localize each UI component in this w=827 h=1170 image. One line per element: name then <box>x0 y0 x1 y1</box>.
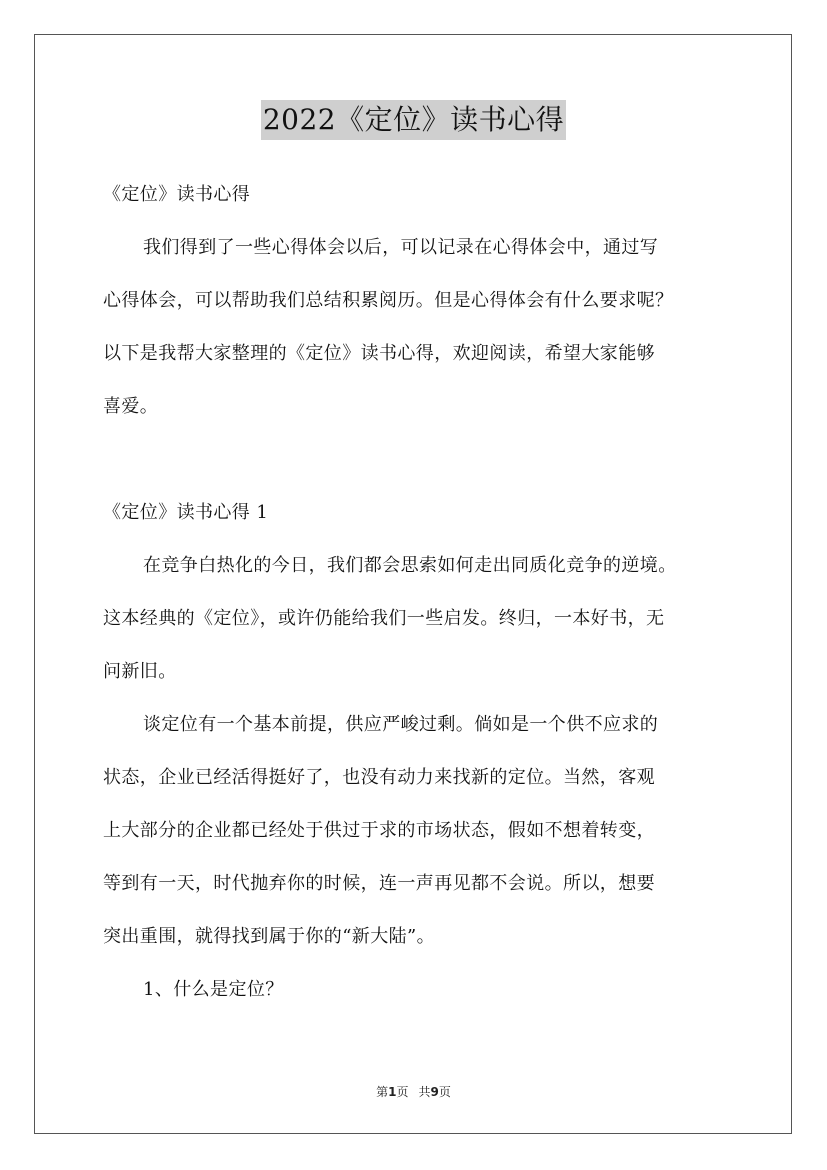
paragraph-line: 这本经典的《定位》，或许仍能给我们一些启发。终归，一本好书，无 <box>103 608 665 629</box>
page-footer <box>0 1083 827 1100</box>
footer-total-pages: 9 <box>430 1085 439 1099</box>
footer-page-number: 1 <box>388 1085 397 1099</box>
paragraph-line: 心得体会，可以帮助我们总结积累阅历。但是心得体会有什么要求呢？ <box>103 290 674 311</box>
footer-page-prefix: 第 <box>376 1085 389 1099</box>
paragraph-line: 在竞争白热化的今日，我们都会思索如何走出同质化竞争的逆境。 <box>143 555 677 576</box>
list-item-heading: 1、什么是定位？ <box>143 979 284 1000</box>
paragraph-line: 以下是我帮大家整理的《定位》读书心得，欢迎阅读，希望大家能够 <box>103 343 655 364</box>
paragraph-line: 状态，企业已经活得挺好了，也没有动力来找新的定位。当然，客观 <box>103 767 655 788</box>
blank-line <box>103 433 723 486</box>
paragraph-line: 等到有一天，时代抛弃你的时候，连一声再见都不会说。所以，想要 <box>103 873 655 894</box>
footer-page-suffix: 页 <box>396 1085 409 1099</box>
paragraph-line: 谈定位有一个基本前提，供应严峻过剩。倘如是一个供不应求的 <box>143 714 659 735</box>
footer-total-prefix: 共 <box>418 1085 431 1099</box>
paragraph-line: 上大部分的企业都已经处于供过于求的市场状态，假如不想着转变， <box>103 820 655 841</box>
paragraph-line: 突出重围，就得找到属于你的“新大陆”。 <box>103 926 436 947</box>
section-heading: 《定位》读书心得 1 <box>103 502 269 523</box>
paragraph-line: 我们得到了一些心得体会以后，可以记录在心得体会中，通过写 <box>143 237 659 258</box>
document-body <box>103 168 723 1016</box>
paragraph-line: 问新旧。 <box>103 661 177 682</box>
footer-total-suffix: 页 <box>438 1085 451 1099</box>
title-container <box>0 100 827 140</box>
section-heading: 《定位》读书心得 <box>103 184 251 205</box>
paragraph-line: 喜爱。 <box>103 396 159 417</box>
document-title: 2022《定位》读书心得 <box>261 100 566 140</box>
